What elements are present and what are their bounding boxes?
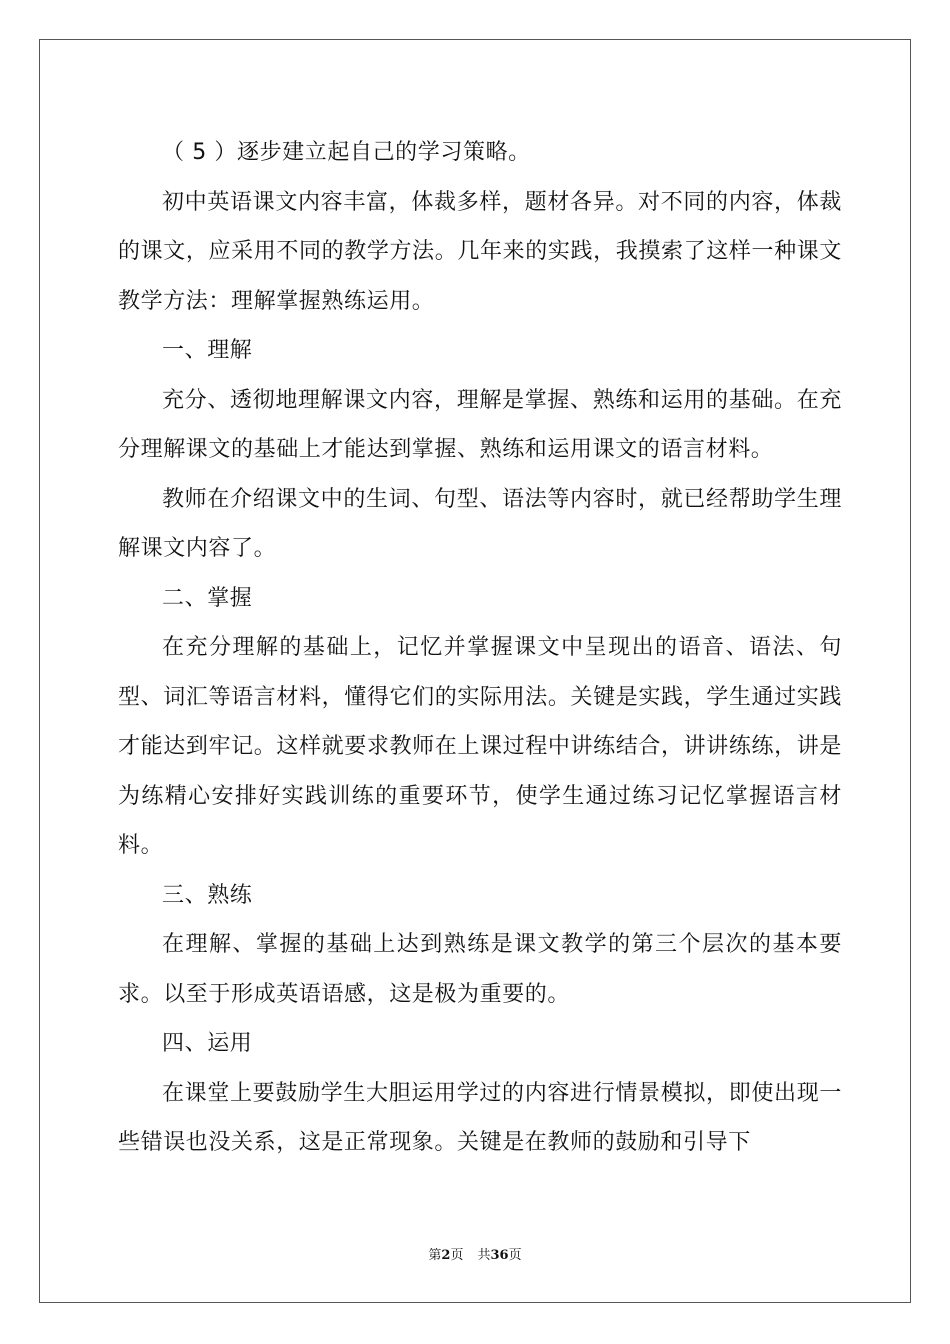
- paragraph-intro: 初中英语课文内容丰富，体裁多样，题材各异。对不同的内容，体裁的课文，应采用不同的教学方法。几年来的实践，我摸索了这样一种课文教学方法：理解掌握熟练运用。: [118, 189, 842, 314]
- page-prefix: 第: [428, 1248, 442, 1263]
- paragraph-proficient: 在理解、掌握的基础上达到熟练是课文教学的第三个层次的基本要求。以至于形成英语语感，这是极为重要的。: [118, 932, 842, 1007]
- heading-proficient: 三、熟练: [162, 882, 253, 908]
- total-prefix: 共: [477, 1248, 491, 1263]
- total-pages: 36: [490, 1248, 509, 1263]
- page-footer: [0, 1244, 950, 1263]
- heading-master: 二、掌握: [162, 585, 253, 611]
- total-suffix: 页: [508, 1248, 522, 1263]
- paragraph-strategy: （ 5 ）逐步建立起自己的学习策略。: [162, 140, 531, 165]
- document-body: [118, 128, 842, 1168]
- paragraph-understand-1: 充分、透彻地理解课文内容，理解是掌握、熟练和运用的基础。在充分理解课文的基础上才能达到掌握、熟练和运用课文的语言材料。: [118, 387, 842, 462]
- heading-apply: 四、运用: [162, 1031, 253, 1056]
- paragraph-apply: 在课堂上要鼓励学生大胆运用学过的内容进行情景模拟，即使出现一些错误也没关系，这是正常现象。关键是在教师的鼓励和引导下: [118, 1080, 842, 1155]
- page-suffix: 页: [450, 1248, 464, 1263]
- heading-understand: 一、理解: [162, 338, 253, 363]
- paragraph-master: 在充分理解的基础上，记忆并掌握课文中呈现出的语音、语法、句型、词汇等语言材料，懂得它们的实际用法。关键是实践，学生通过实践才能达到牢记。这样就要求教师在上课过程中讲练结合，讲讲练练，讲是为练精心安排好实践训练的重要环节，使学生通过练习记忆掌握语言材料。: [118, 635, 842, 858]
- paragraph-understand-2: 教师在介绍课文中的生词、句型、语法等内容时，就已经帮助学生理解课文内容了。: [118, 486, 842, 561]
- page-number: 2: [441, 1248, 451, 1263]
